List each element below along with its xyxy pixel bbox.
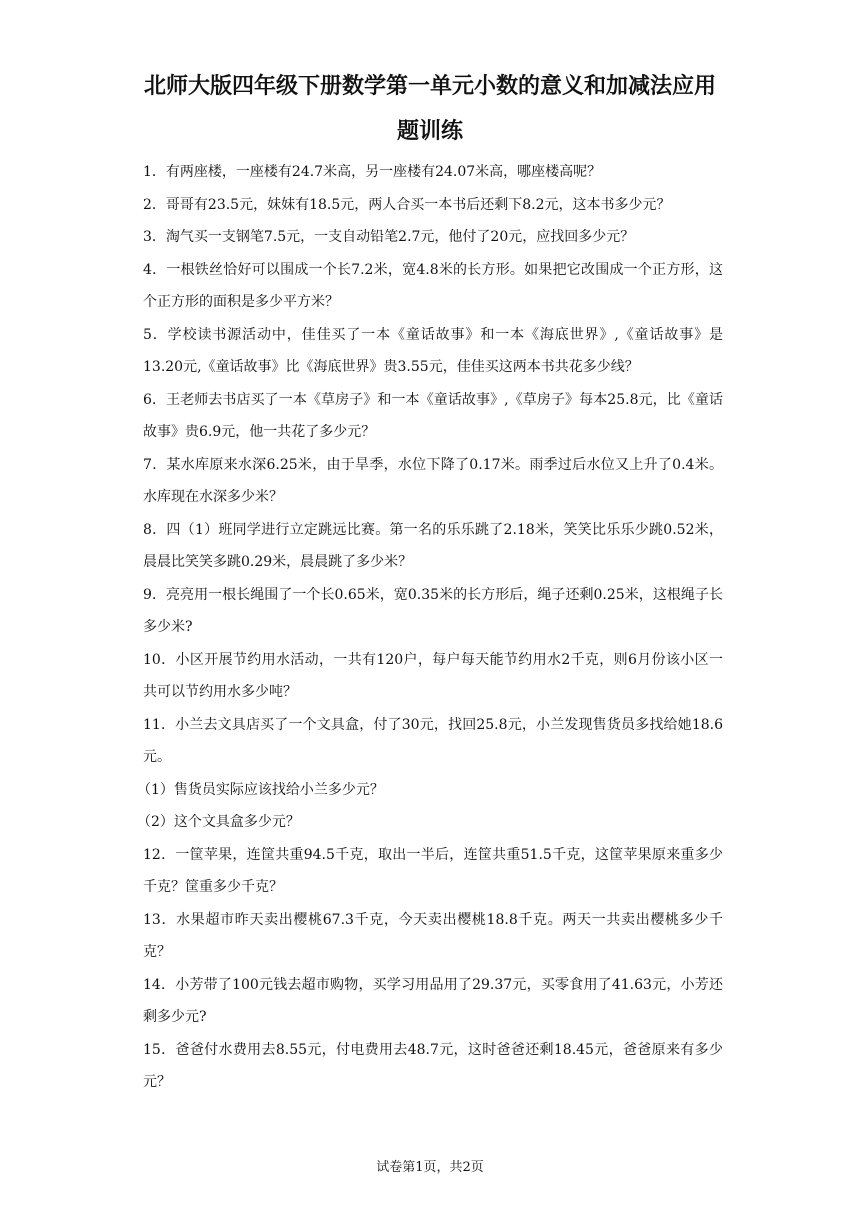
question-11-part-1: （1）售货员实际应该找给小兰多少元？ <box>137 781 384 798</box>
question-14: 14．小芳带了100元钱去超市购物，买学习用品用了29.37元，买零食用了41.63元，小芳还剩多少元? <box>143 976 723 1025</box>
question-3: 3．淘气买一支钢笔7.5元，一支自动铅笔2.7元，他付了20元，应找回多少元？ <box>143 229 635 245</box>
question-9: 9．亮亮用一根长绳围了一个长0.65米，宽0.35米的长方形后，绳子还剩0.25米，这根绳子长多少米? <box>143 586 723 635</box>
question-10: 10．小区开展节约用水活动，一共有120户，每户每天能节约用水2千克，则6月份该小区一共可以节约用水多少吨？ <box>143 651 723 700</box>
question-12: 12．一筐苹果，连筐共重94.5千克，取出一半后，连筐共重51.5千克，这筐苹果原来重多少千克？筐重多少千克？ <box>143 846 723 895</box>
question-13: 13．水果超市昨天卖出樱桃67.3千克，今天卖出樱桃18.8千克。两天一共卖出樱桃多少千克？ <box>143 911 723 960</box>
question-15: 15．爸爸付水费用去8.55元，付电费用去48.7元，这时爸爸还剩18.45元，爸爸原来有多少元？ <box>143 1041 723 1090</box>
question-11-part-2: （2）这个文具盒多少元？ <box>137 814 300 830</box>
question-2: 2．哥哥有23.5元，妹妹有18.5元，两人合买一本书后还剩下8.2元，这本书多少元？ <box>143 196 671 213</box>
page-footer: 试卷第1页，共2页 <box>376 1160 484 1175</box>
page-title-line-2: 题训练 <box>396 119 463 144</box>
question-11: 11．小兰去文具店买了一个文具盒，付了30元，找回25.8元，小兰发现售货员多找给她18.6元。 <box>143 716 723 765</box>
question-1: 1．有两座楼，一座楼有24.7米高，另一座楼有24.07米高，哪座楼高呢？ <box>143 164 602 180</box>
question-6: 6．王老师去书店买了一本《草房子》和一本《童话故事》,《草房子》每本25.8元，比《童话故事》贵6.9元，他一共花了多少元？ <box>143 391 723 440</box>
question-7: 7．某水库原来水深6.25米，由于旱季，水位下降了0.17米。雨季过后水位又上升了0.4米。水库现在水深多少米？ <box>143 456 723 505</box>
question-8: 8．四（1）班同学进行立定跳远比赛。第一名的乐乐跳了2.18米，笑笑比乐乐少跳0.52米，晨晨比笑笑多跳0.29米，晨晨跳了多少米？ <box>143 521 723 570</box>
question-5: 5．学校读书源活动中，佳佳买了一本《童话故事》和一本《海底世界》,《童话故事》是13.20元,《童话故事》比《海底世界》贵3.55元，佳佳买这两本书共花多少线？ <box>143 326 723 375</box>
page-title-line-1: 北师大版四年级下册数学第一单元小数的意义和加减法应用 <box>143 74 716 99</box>
question-list <box>137 156 723 1099</box>
question-4: 4．一根铁丝恰好可以围成一个长7.2米，宽4.8米的长方形。如果把它改围成一个正方形，这个正方形的面积是多少平方米？ <box>143 261 723 310</box>
